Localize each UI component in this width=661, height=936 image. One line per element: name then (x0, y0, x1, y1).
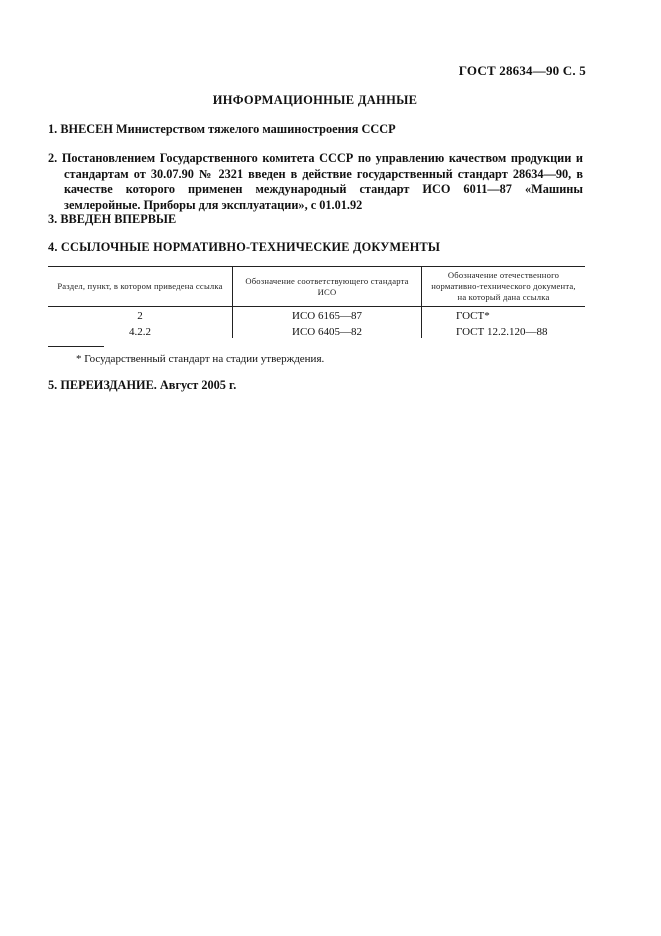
item-number: 4. (48, 240, 58, 254)
item-text: ССЫЛОЧНЫЕ НОРМАТИВНО-ТЕХНИЧЕСКИЕ ДОКУМЕНТЫ (60, 240, 441, 254)
table-row (48, 323, 585, 339)
document-title: ИНФОРМАЦИОННЫЕ ДАННЫЕ (212, 93, 418, 107)
info-item-4 (48, 240, 583, 256)
column-header-national-document: Обозначение отечественного нормативно-технического документа, на который дана ссылка (422, 267, 586, 307)
item-text: Постановлением Государственного комитета СССР по управлению качеством продукции и стандартам от 30.07.90 № 2321 введен в действие государственный стандарт 28634—90, в качестве которого применен международный стандарт ИСО 6011—87 «Машины землеройные. Приборы для эксплуатации», с 01.01.92 (61, 151, 583, 212)
table-cell-national-document: ГОСТ 12.2.120—88 (422, 323, 586, 339)
table-cell-section: 2 (137, 310, 143, 322)
info-item-5 (48, 378, 583, 394)
item-text: ВВЕДЕН ВПЕРВЫЕ (60, 212, 177, 226)
footnote: * Государственный стандарт на стадии утверждения. (76, 353, 325, 365)
column-header-section: Раздел, пункт, в котором приведена ссылка (48, 267, 233, 307)
info-item-1 (48, 122, 583, 138)
item-number: 2. (48, 151, 58, 165)
item-number: 1. (48, 122, 58, 136)
item-text: ВНЕСЕН Министерством тяжелого машиностроения СССР (60, 122, 396, 136)
table-cell-section: 4.2.2 (129, 325, 151, 338)
info-item-2 (48, 151, 583, 213)
item-number: 3. (48, 212, 58, 226)
item-number: 5. (48, 378, 58, 392)
info-item-3 (48, 212, 583, 228)
table-cell-national-document: ГОСТ* (422, 307, 586, 323)
table-cell-iso-standard: ИСО 6165—87 (233, 307, 422, 323)
item-text: ПЕРЕИЗДАНИЕ. Август 2005 г. (60, 378, 237, 392)
table-row (48, 307, 585, 323)
reference-documents-table (48, 266, 585, 338)
page-header-code: ГОСТ 28634—90 С. 5 (458, 63, 586, 78)
footnote-divider (48, 346, 104, 347)
table-header-row (48, 267, 585, 307)
table-cell-iso-standard: ИСО 6405—82 (233, 323, 422, 339)
column-header-iso-standard: Обозначение соответствующего стандарта ИСО (233, 267, 422, 307)
